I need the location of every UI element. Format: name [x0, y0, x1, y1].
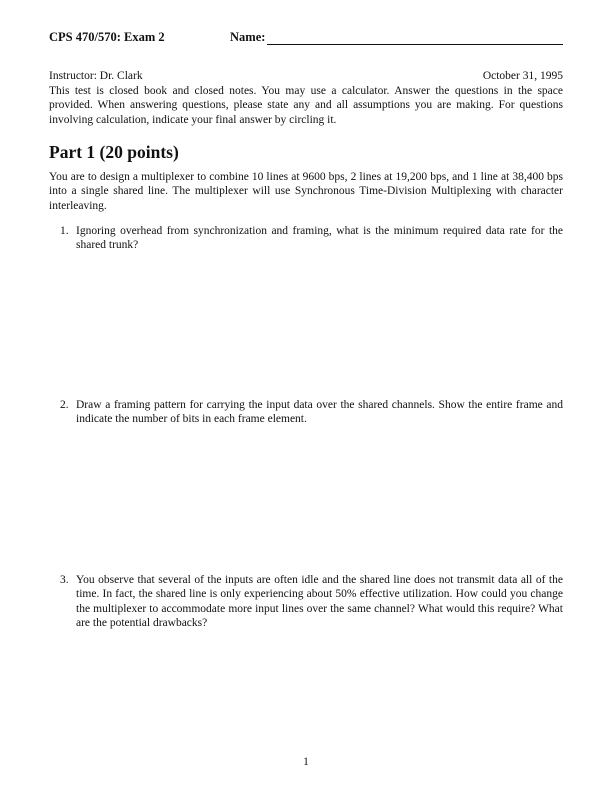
meta-row [49, 70, 563, 82]
name-blank-line [267, 30, 563, 45]
question-3-number: 3. [60, 574, 69, 586]
name-field-group [230, 30, 563, 45]
question-3-text: You observe that several of the inputs are often idle and the shared line does not transmit data all of the time. In fact, the shared line is only experiencing about 50% effective utilization. How could you change the multiplexer to accommodate more input lines over the same channel? What would this require? What are the potential drawbacks? [76, 574, 563, 630]
question-2 [49, 398, 563, 427]
question-2-text: Draw a framing pattern for carrying the input data over the shared channels. Show the entire frame and indicate the number of bits in each frame element. [76, 399, 563, 426]
question-3 [49, 573, 563, 631]
question-1-text: Ignoring overhead from synchronization and framing, what is the minimum required data rate for the shared trunk? [76, 225, 563, 252]
question-1 [49, 224, 563, 253]
instructor-label: Instructor: Dr. Clark [49, 70, 143, 82]
exam-date: October 31, 1995 [482, 70, 563, 82]
course-title: CPS 470/570: Exam 2 [49, 30, 165, 44]
name-label: Name: [230, 30, 266, 44]
part1-title: Part 1 (20 points) [49, 142, 179, 162]
exam-instructions: This test is closed book and closed notes. You may use a calculator. Answer the questions in the space provided. When answering questions, please state any and all assumptions you are making. For questions involving calculation, indicate your final answer by circling it. [49, 85, 563, 126]
question-1-number: 1. [60, 225, 69, 237]
exam-header [49, 30, 563, 48]
question-2-number: 2. [60, 399, 69, 411]
page-number: 1 [303, 756, 309, 768]
part1-intro: You are to design a multiplexer to combine 10 lines at 9600 bps, 2 lines at 19,200 bps, and 1 line at 38,400 bps into a single shared line. The multiplexer will use Synchronous Time-Division Multiplexing with character interleaving. [49, 171, 563, 212]
